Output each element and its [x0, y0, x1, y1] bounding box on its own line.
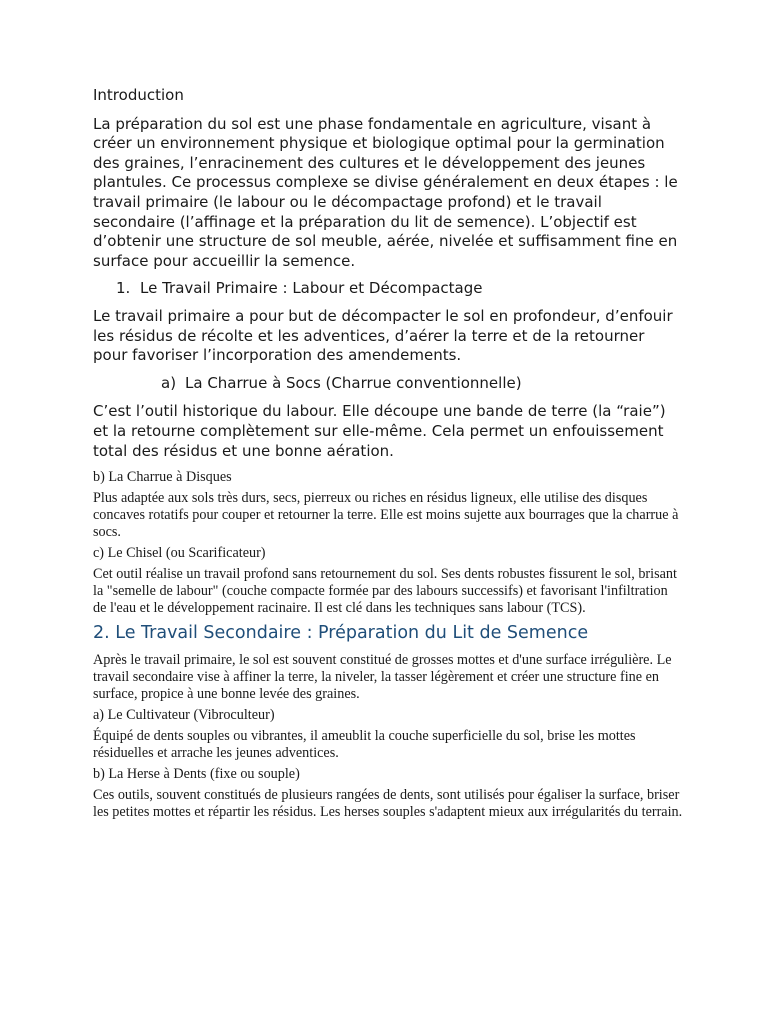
section1-paragraph: Le travail primaire a pour but de décompacter le sol en profondeur, d’enfouir les résidus de récolte et les adventices, d’aérer la terre et de la retourner pour favoriser l’incorporation des amendements. [93, 306, 673, 365]
section1c-title: c) Le Chisel (ou Scarificateur) [93, 545, 266, 562]
section1a-title: La Charrue à Socs (Charrue conventionnelle) [185, 373, 522, 392]
section1-number: 1. [116, 279, 131, 298]
section2a-paragraph: Équipé de dents souples ou vibrantes, il ameublit la couche superficielle du sol, brise les mottes résiduelles et arrache les jeunes adventices. [93, 728, 636, 762]
section1b-title: b) La Charrue à Disques [93, 469, 232, 486]
section1-title: Le Travail Primaire : Labour et Décompactage [140, 279, 483, 298]
section1a-letter: a) [161, 373, 177, 392]
document-page [93, 86, 683, 825]
section1a-paragraph: C’est l’outil historique du labour. Elle découpe une bande de terre (la “raie”) et la retourne complètement sur elle-même. Cela permet un enfouissement total des résidus et une bonne aération. [93, 402, 666, 460]
section2a-title: a) Le Cultivateur (Vibroculteur) [93, 707, 275, 724]
intro-title: Introduction [93, 86, 184, 104]
section1-heading [116, 279, 683, 299]
section1c-paragraph: Cet outil réalise un travail profond sans retournement du sol. Ses dents robustes fissurent le sol, brisant la "semelle de labour" (couche compacte formée par des labours successifs) et favorisant l'infiltration de l'eau et le développement racinaire. Il est clé dans les techniques sans labour (TCS). [93, 566, 677, 617]
section1b-paragraph: Plus adaptée aux sols très durs, secs, pierreux ou riches en résidus ligneux, elle utilise des disques concaves rotatifs pour couper et retourner la terre. Elle est moins sujette aux bourrages que la charrue à socs. [93, 490, 679, 541]
section2b-title: b) La Herse à Dents (fixe ou souple) [93, 766, 300, 783]
section2b-paragraph: Ces outils, souvent constitués de plusieurs rangées de dents, sont utilisés pour égaliser la surface, briser les petites mottes et répartir les résidus. Les herses souples s'adaptent mieux aux irrégularités du terrain. [93, 787, 683, 821]
section2-heading: 2. Le Travail Secondaire : Préparation du Lit de Semence [93, 623, 589, 644]
intro-paragraph: La préparation du sol est une phase fondamentale en agriculture, visant à créer un environnement physique et biologique optimal pour la germination des graines, l’enracinement des cultures et le développement des jeunes plantules. Ce processus complexe se divise généralement en deux étapes : le travail primaire (le labour ou le décompactage profond) et le travail secondaire (l’affinage et la préparation du lit de semence). L’objectif est d’obtenir une structure de sol meuble, aérée, nivelée et suffisamment fine en surface pour accueillir la semence. [93, 114, 678, 270]
section2-paragraph: Après le travail primaire, le sol est souvent constitué de grosses mottes et d'une surface irrégulière. Le travail secondaire vise à affiner la terre, la niveler, la tasser légèrement et créer une structure fine en surface, propice à une bonne levée des graines. [93, 652, 672, 703]
section1a-heading [161, 374, 683, 394]
